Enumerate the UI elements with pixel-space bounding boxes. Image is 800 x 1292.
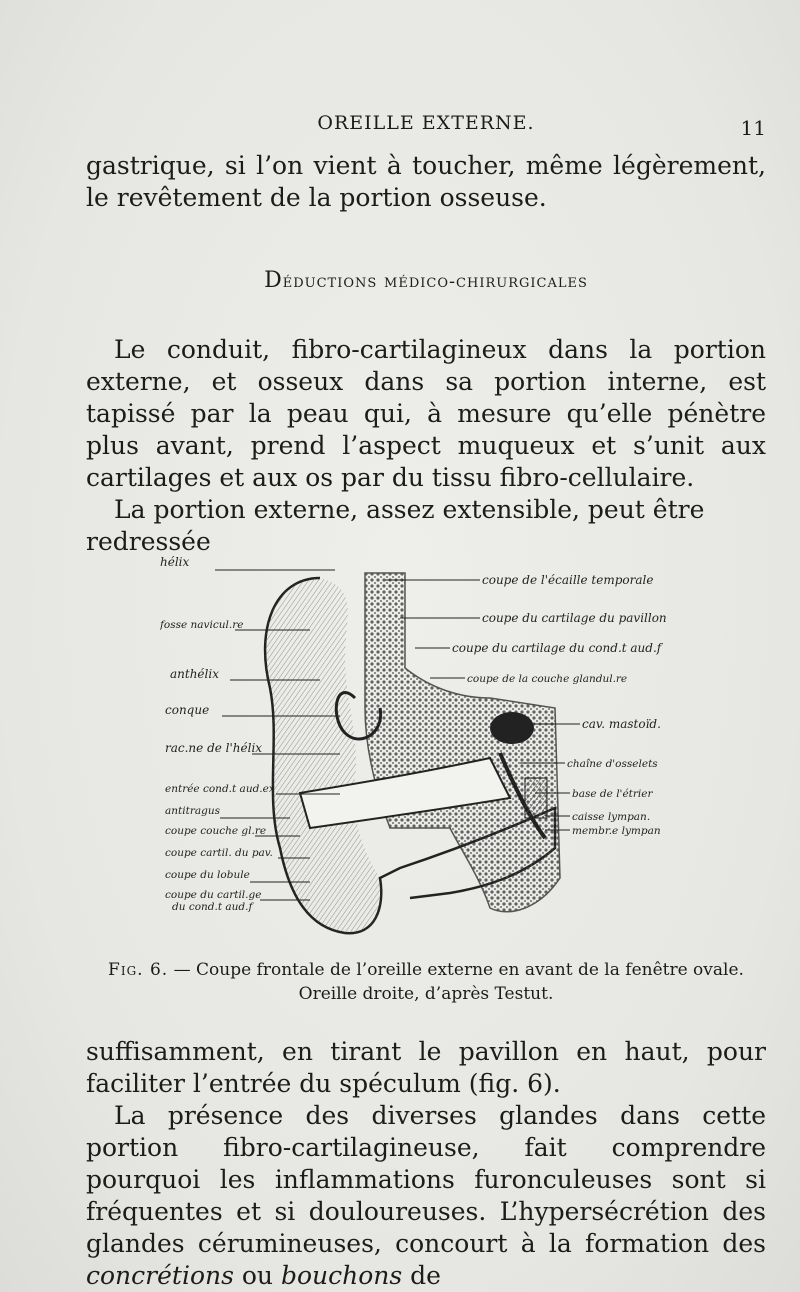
paragraph-2-start: La portion externe, assez extensible, peut être redressée [86, 495, 705, 556]
label-antitragus: antitragus [165, 805, 220, 817]
paragraph-1 [86, 334, 766, 558]
paragraph-3-em-bouchons: bouchons [280, 1261, 403, 1290]
top-paragraph-text: gastrique, si l’on vient à toucher, même légèrement, le revêtement de la portion osseuse. [86, 151, 766, 212]
label-caisse-tympan: caisse lympan. [572, 811, 651, 823]
label-ecaille-temporale: coupe de l'écaille temporale [482, 573, 654, 587]
label-racine-helix: rac.ne de l'hélix [165, 741, 263, 755]
section-heading-initial: D [264, 268, 283, 293]
label-cartilage-conduit-2: du cond.t aud.f [172, 901, 253, 913]
page-header [86, 112, 766, 142]
label-conque: conque [165, 703, 210, 717]
label-cartilage-conduit: coupe du cartil.ge [165, 889, 262, 901]
ear-figure [160, 548, 700, 943]
caption-line-1 [86, 958, 766, 982]
caption-fig-label: Fig. 6. [108, 960, 169, 980]
section-heading [86, 268, 766, 293]
ear-section-illustration [160, 548, 700, 943]
label-helix: hélix [160, 555, 190, 569]
label-cavite-mastoidienne: cav. mastoïd. [582, 717, 661, 731]
label-fosse-naviculaire: fosse navicul.re [160, 619, 244, 631]
paragraph-3-prefix: La présence des diverses glandes dans cette portion fibro-cartilagineuse, fait comprendre pourquoi les inflammations furonculeuses sont si fréquentes et si douloureuses. L’hypersécrétion des glandes cérumineuses, concourt à la formation des [86, 1101, 766, 1258]
section-heading-rest: éductions médico-chirurgicales [282, 271, 588, 292]
label-base-etrier: base de l'étrier [572, 788, 653, 800]
label-cartilage-pavillon: coupe cartil. du pav. [165, 847, 273, 859]
label-couche-glandulaire-right: coupe de la couche glandul.re [467, 673, 628, 685]
label-membrane-tympan: membr.e lympan [572, 825, 661, 837]
label-cartilage-pavillon-right: coupe du cartilage du pavillon [482, 611, 667, 625]
paragraph-1-text: Le conduit, fibro-cartilagineux dans la portion externe, et osseux dans sa portion interne, est tapissé par la peau qui, à mesure qu’elle pénètre plus avant, prend l’aspect muqueux et s’unit aux cartilages et aux os par du tissu fibro-cellulaire. [86, 335, 766, 492]
running-head: OREILLE EXTERNE. [317, 112, 535, 134]
label-chaine-osselets: chaîne d'osselets [567, 758, 658, 770]
paragraph-3-suffix: de [402, 1261, 441, 1290]
label-cartilage-conduit-right: coupe du cartilage du cond.t aud.f [452, 641, 662, 655]
label-lobule: coupe du lobule [165, 869, 250, 881]
label-couche-glandulaire: coupe couche gl.re [165, 825, 267, 837]
lower-text [86, 1036, 766, 1292]
caption-line-2: Oreille droite, d’après Testut. [298, 984, 554, 1004]
paragraph-2-end: suffisamment, en tirant le pavillon en haut, pour faciliter l’entrée du spéculum (fig. 6). [86, 1037, 766, 1098]
label-entree-conduit: entrée cond.t aud.ex [165, 783, 275, 795]
paragraph-3-em-concretions: concrétions [86, 1261, 234, 1290]
label-anthelix: anthélix [170, 667, 219, 681]
paragraph-3-mid: ou [233, 1261, 281, 1290]
figure-caption [86, 958, 766, 1006]
top-paragraph [86, 150, 766, 214]
caption-line-1-text: — Coupe frontale de l’oreille externe en avant de la fenêtre ovale. [168, 960, 744, 980]
page-number: 11 [740, 116, 766, 140]
paragraph-3 [86, 1100, 766, 1292]
